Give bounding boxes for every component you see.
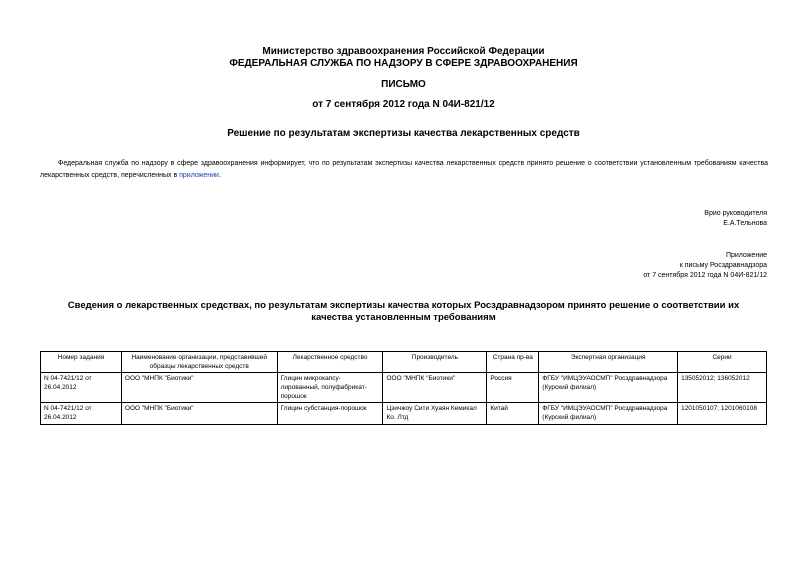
col-header-country: Страна пр-ва: [487, 352, 539, 373]
cell-country: Китай: [487, 403, 539, 425]
cell-task-number: N 04-7421/12 от 26.04.2012: [41, 373, 122, 403]
table-title: Сведения о лекарственных средствах, по результатам экспертизы качества которых Росздравнадзором принято решение о соответствии их качества установленным требованиям: [67, 300, 740, 323]
cell-manufacturer: Цзичжоу Сити Хуаян Кемикал Ко. Лтд: [383, 403, 487, 425]
signature-name: Е.А.Тельнова: [723, 220, 767, 227]
col-header-manufacturer: Производитель: [383, 352, 487, 373]
cell-country: Россия: [487, 373, 539, 403]
cell-medicine: Глицин субстанция-порошок: [277, 403, 383, 425]
ministry-name: Министерство здравоохранения Российской Федерации: [262, 46, 545, 57]
col-header-medicine: Лекарственное средство: [277, 352, 383, 373]
cell-organization: ООО "МНПК "Биотики": [121, 403, 277, 425]
cell-task-number: N 04-7421/12 от 26.04.2012: [41, 403, 122, 425]
table-header-row: [41, 352, 767, 373]
cell-expert-org: ФГБУ "ИМЦЭУАОСМП" Росздравнадзора (Курский филиал): [539, 403, 678, 425]
appendix-link[interactable]: приложении: [179, 172, 219, 179]
appendix-label: Приложение: [725, 252, 767, 259]
cell-series: 135052012; 136052012: [678, 373, 767, 403]
appendix-letter-ref: к письму Росздравнадзора: [679, 262, 767, 269]
cell-organization: ООО "МНПК "Биотики": [121, 373, 277, 403]
signature-position: Врио руководителя: [704, 210, 767, 217]
col-header-organization: Наименование организации, представившей образцы лекарственных средств: [121, 352, 277, 373]
body-paragraph: [40, 158, 768, 182]
cell-series: 1201050107; 1201060108: [678, 403, 767, 425]
cell-expert-org: ФГБУ "ИМЦЭУАОСМП" Росздравнадзора (Курский филиал): [539, 373, 678, 403]
col-header-series: Серии: [678, 352, 767, 373]
appendix-date: от 7 сентября 2012 года N 04И-821/12: [643, 272, 767, 279]
document-date: от 7 сентября 2012 года N 04И-821/12: [312, 99, 495, 110]
medicines-table: [40, 351, 767, 425]
cell-medicine: Глицин микрокапсу-лированный, полуфабрикат-порошок: [277, 373, 383, 403]
document-subject: Решение по результатам экспертизы качества лекарственных средств: [227, 128, 580, 139]
document-type: ПИСЬМО: [381, 79, 426, 90]
body-text: Федеральная служба по надзору в сфере здравоохранения информирует, что по результатам экспертизы качества лекарственных средств принято решение о соответствии установленным требованиям качества лекарственных средств, перечисленных в: [40, 160, 768, 179]
service-name: ФЕДЕРАЛЬНАЯ СЛУЖБА ПО НАДЗОРУ В СФЕРЕ ЗДРАВООХРАНЕНИЯ: [229, 58, 578, 69]
body-text-end: .: [218, 172, 221, 179]
table-row: [41, 373, 767, 403]
col-header-task-number: Номер задания: [41, 352, 122, 373]
col-header-expert-org: Экспертная организация: [539, 352, 678, 373]
cell-manufacturer: ООО "МНПК "Биотики": [383, 373, 487, 403]
table-row: [41, 403, 767, 425]
